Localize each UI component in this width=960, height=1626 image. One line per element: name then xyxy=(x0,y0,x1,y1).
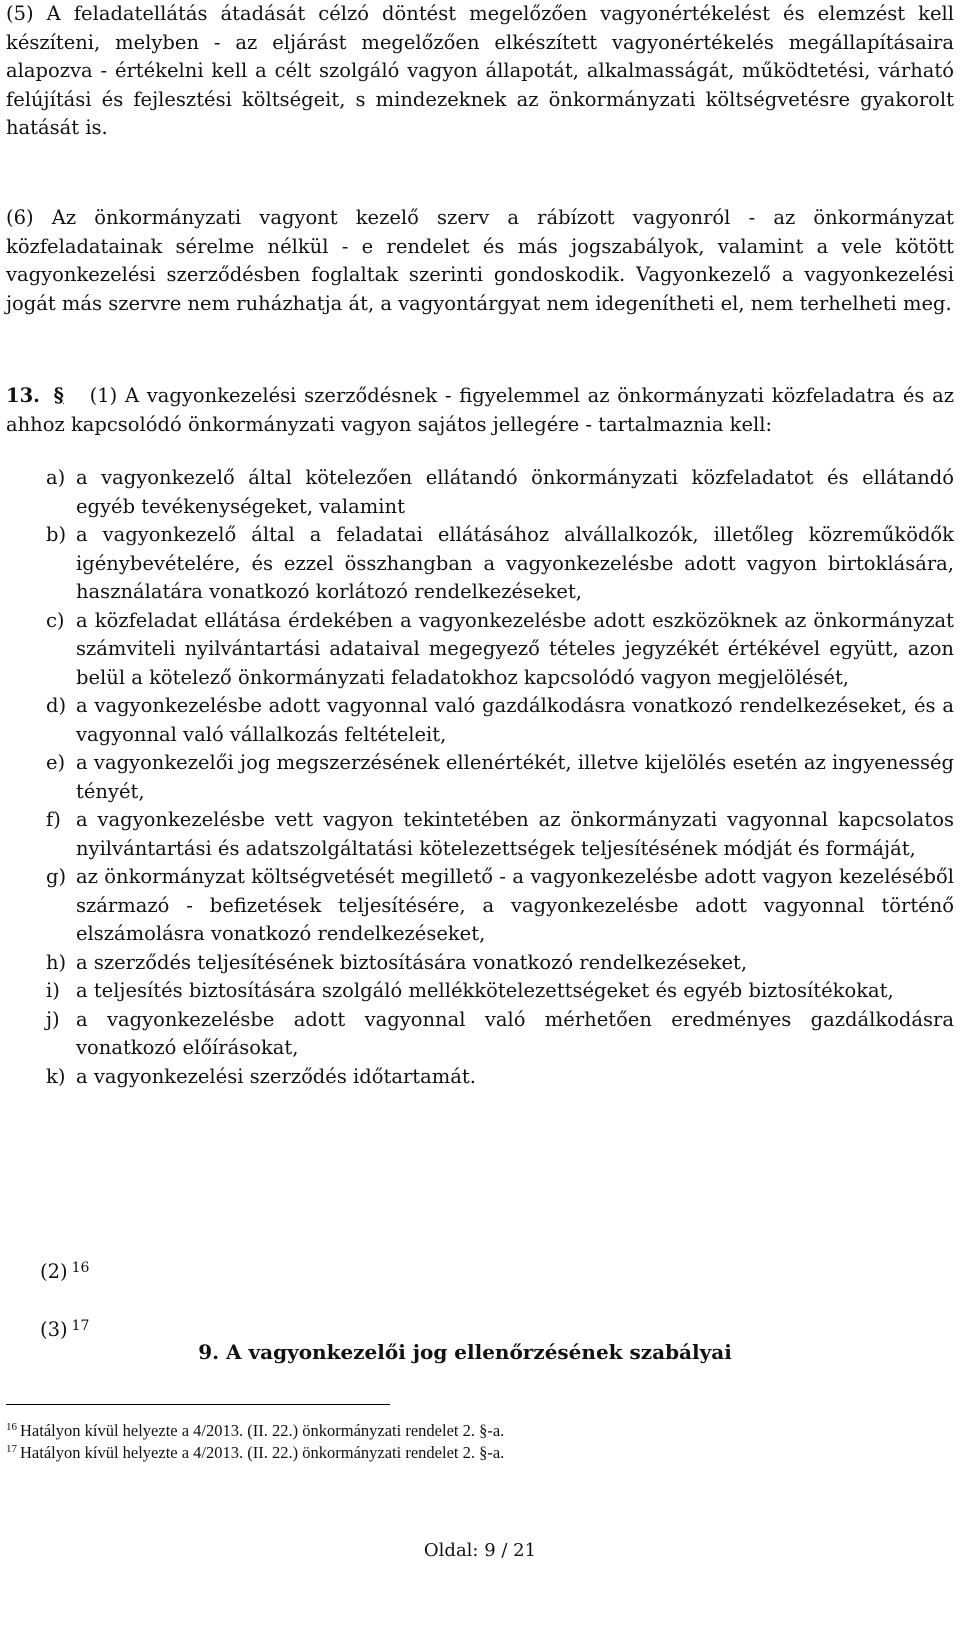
list-item xyxy=(46,806,954,863)
list-item xyxy=(46,607,954,693)
list-item-letter: c) xyxy=(46,608,65,632)
paragraph-6: (6) Az önkormányzati vagyont kezelő szerv a rábízott vagyonról - az önkormányzat közfeladatainak sérelme nélkül - e rendelet és más jogszabályok, valamint a vele kötött vagyonkezelési szerződésben foglaltak szerinti gondoskodik. Vagyonkezelő a vagyonkezelési jogát más szervre nem ruházhatja át, a vagyontárgyat nem idegenítheti el, nem terhelheti meg. xyxy=(6,206,954,315)
list-item-letter: f) xyxy=(46,808,61,831)
list-item xyxy=(46,949,954,978)
footnote-divider xyxy=(6,1404,390,1405)
list-item-text: a vagyonkezelő által a feladatai ellátásához alvállalkozók, illetőleg közreműködők igénybevételére, és ezzel összhangban a vagyonkezelésbe adott vagyon birtoklására, használatára vonatkozó korlátozó rendelkezéseket, xyxy=(76,523,954,603)
footnote-number: 16 xyxy=(6,1421,17,1433)
list-item-text: a vagyonkezelő által kötelezően ellátandó önkormányzati közfeladatot és ellátandó egyéb tevékenységeket, valamint xyxy=(76,466,954,518)
footnote-17 xyxy=(6,1438,504,1464)
list-item-text: a vagyonkezelésbe adott vagyonnal való mérhetően eredményes gazdálkodásra vonatkozó előírásokat, xyxy=(76,1007,954,1059)
list-item-text: a vagyonkezelői jog megszerzésének ellenértékét, illetve kijelölés esetén az ingyenesség tényét, xyxy=(76,751,954,803)
list-item xyxy=(46,1006,954,1063)
list-item-text: a vagyonkezelésbe adott vagyonnal való gazdálkodásra vonatkozó rendelkezéseket, és a vagyonnal való vállalkozás feltételeit, xyxy=(76,694,954,746)
subsection-3-label: (3) xyxy=(40,1318,68,1341)
chapter-heading: 9. A vagyonkezelői jog ellenőrzésének szabályai xyxy=(198,1340,732,1364)
list-item xyxy=(46,692,954,749)
list-item-letter: h) xyxy=(46,950,67,974)
list-item-text: a közfeladat ellátása érdekében a vagyonkezelésbe adott eszközöknek az önkormányzat számviteli nyilvántartási adataival megegyező tételes jegyzékét értékével együtt, azon belül a kötelező önkormányzati feladatokhoz kapcsolódó vagyon megjelölését, xyxy=(76,608,954,689)
list-item-letter: b) xyxy=(46,523,67,546)
list-item-text: az önkormányzat költségvetését megillető - a vagyonkezelésbe adott vagyon kezeléséből származó - befizetések teljesítésére, a vagyonkezelésbe adott vagyonnal történő elszámolásra vonatkozó rendelkezéseket, xyxy=(76,865,954,945)
subsection-2-label: (2) xyxy=(40,1260,68,1283)
list-item xyxy=(46,1063,954,1092)
list-item-letter: i) xyxy=(46,979,60,1002)
list-item-letter: g) xyxy=(46,865,67,888)
list-item-letter: e) xyxy=(46,751,66,774)
list-item-text: a teljesítés biztosítására szolgáló mellékkötelezettségeket és egyéb biztosítékokat, xyxy=(76,979,894,1002)
list-item xyxy=(46,749,954,806)
list-item xyxy=(46,977,954,1006)
section-number: 13. xyxy=(6,384,40,407)
list-item xyxy=(46,464,954,521)
footnote-text: Hatályon kívül helyezte a 4/2013. (II. 22.) önkormányzati rendelet 2. §-a. xyxy=(20,1443,505,1462)
list-item-letter: k) xyxy=(46,1064,66,1088)
section-13-intro: (1) A vagyonkezelési szerződésnek - figyelemmel az önkormányzati közfeladatra és az ahhoz kapcsolódó önkormányzati vagyon sajátos jellegére - tartalmaznia kell: xyxy=(6,384,954,436)
list-item xyxy=(46,863,954,949)
footnote-ref-17[interactable]: 17 xyxy=(71,1318,90,1334)
section-13 xyxy=(6,382,954,439)
page-number: Oldal: 9 / 21 xyxy=(423,1540,537,1561)
list-item-text: a szerződés teljesítésének biztosítására vonatkozó rendelkezéseket, xyxy=(76,950,748,974)
list-item-letter: j) xyxy=(46,1007,60,1031)
footnote-text: Hatályon kívül helyezte a 4/2013. (II. 22.) önkormányzati rendelet 2. §-a. xyxy=(20,1421,505,1440)
footnote-number: 17 xyxy=(6,1443,17,1455)
requirements-list xyxy=(46,464,954,1091)
list-item-text: a vagyonkezelésbe vett vagyon tekintetében az önkormányzati vagyonnal kapcsolatos nyilvántartási és adatszolgáltatási kötelezettségek teljesítésének módját és formáját, xyxy=(76,808,954,860)
list-item-text: a vagyonkezelési szerződés időtartamát. xyxy=(76,1064,476,1088)
subsection-2 xyxy=(40,1254,89,1286)
paragraph-5: (5) A feladatellátás átadását célzó döntést megelőzően vagyonértékelést és elemzést kell készíteni, melyben - az eljárást megelőzően elkészített vagyonértékelés megállapításaira alapozva - értékelni kell a célt szolgáló vagyon állapotát, alkalmasságát, működtetési, várható felújítási és fejlesztési költségeit, s mindezeknek az önkormányzati költségvetésre gyakorolt hatását is. xyxy=(6,2,954,139)
section-sign: § xyxy=(53,384,64,407)
list-item-letter: a) xyxy=(46,466,66,489)
list-item xyxy=(46,521,954,607)
list-item-letter: d) xyxy=(46,694,67,717)
footnote-ref-16[interactable]: 16 xyxy=(71,1260,90,1276)
